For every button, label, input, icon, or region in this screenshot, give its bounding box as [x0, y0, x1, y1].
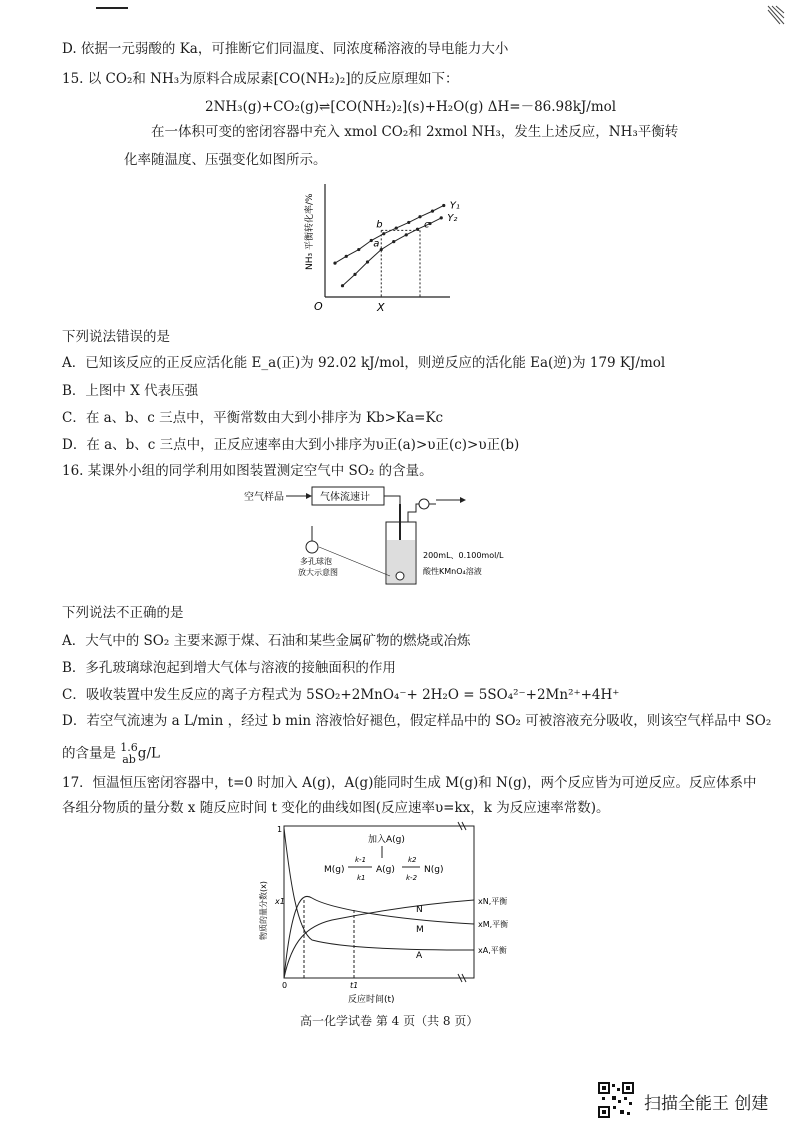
q16-question: 下列说法不正确的是: [62, 605, 184, 621]
series-point: [440, 216, 443, 219]
porous-bulb: [396, 572, 404, 580]
exit-arrow-head: [460, 497, 466, 503]
series-point: [418, 215, 421, 218]
q15-option-c: C．在 a、b、c 三点中，平衡常数由大到小排序为 Kb>Ka=Kc: [62, 410, 444, 426]
series-point: [407, 221, 410, 224]
series-point: [333, 262, 336, 265]
q16-option-a: A．大气中的 SO₂ 主要来源于煤、石油和某些金属矿物的燃烧或冶炼: [62, 633, 471, 649]
q15-equation: 2NH₃(g)+CO₂(g)⇌[CO(NH₂)₂](s)+H₂O(g) ΔH=－86.98kJ/mol: [205, 99, 617, 115]
q15-option-d: D．在 a、b、c 三点中，正反应速率由大到小排序为υ正(a)>υ正(c)>υ正(b): [62, 437, 520, 453]
add-a-label: 加入A(g): [368, 835, 405, 845]
x-axis-label: 反应时间(t): [348, 995, 395, 1005]
q15-description: 在一体积可变的密闭容器中充入 xmol CO₂和 2xmol NH₃，发生上述反应，NH₃平衡转化率随温度、压强变化如图所示。: [124, 124, 679, 168]
scheme-m: M(g): [324, 865, 345, 875]
label-n: N: [416, 905, 423, 915]
series-line-1: [335, 205, 444, 263]
axis-break-marks: [458, 822, 466, 982]
flow-meter-label: 气体流速计: [320, 492, 370, 503]
series-label: Y₂: [447, 212, 458, 224]
bubble-label-1: 多孔球泡: [300, 557, 332, 566]
q16-option-b: B．多孔玻璃球泡起到增大气体与溶液的接触面积的作用: [62, 660, 396, 676]
solution-label-2: 酸性KMnO₄溶液: [423, 567, 482, 576]
k-minus-2: k-2: [406, 874, 418, 882]
series-point: [366, 260, 369, 263]
series-point: [405, 233, 408, 236]
inlet-tube: [384, 496, 400, 504]
air-sample-label: 空气样品: [244, 492, 284, 503]
watermark-text: 扫描全能王 创建: [644, 1094, 769, 1114]
q16-option-c: C．吸收装置中发生反应的离子方程式为 5SO₂+2MnO₄⁻+ 2H₂O = 5SO₄²⁻+2Mn²⁺+4H⁺: [62, 687, 620, 703]
point-label-c: c: [424, 219, 430, 231]
series-point: [431, 210, 434, 213]
series-point: [357, 248, 360, 251]
q15-option-a: A．已知该反应的正反应活化能 E_a(正)为 92.02 kJ/mol，则逆反应的活化能 Ea(逆)为 179 KJ/mol: [62, 355, 666, 371]
q15-question: 下列说法错误的是: [62, 329, 170, 345]
x-axis-label: X: [377, 301, 385, 314]
k2: k2: [408, 856, 417, 864]
y-axis-label: 物质的量分数(x): [259, 881, 268, 940]
t1-tick: t1: [350, 981, 359, 990]
series-point: [341, 284, 344, 287]
q16-apparatus-diagram: [240, 484, 504, 594]
fraction: [120, 742, 138, 766]
point-label-a: a: [373, 238, 380, 250]
q16-option-d: D．若空气流速为 a L/min ，经过 b min 溶液恰好褪色，假定样品中的 SO₂ 可被溶液充分吸收，则该空气样品中 SO₂: [62, 713, 772, 729]
plot-frame: [284, 826, 474, 978]
q17-stem: 17．恒温恒压密闭容器中，t=0 时加入 A(g)，A(g)能同时生成 M(g)和 N(g)，两个反应皆为可逆反应。反应体系中: [62, 775, 757, 791]
q15-conversion-chart: [300, 180, 480, 315]
series-point: [382, 232, 385, 235]
content-prefix: 的含量是: [62, 745, 116, 762]
origin-label: O: [314, 300, 323, 313]
curve-m: [284, 896, 474, 978]
top-edge-mark: [96, 7, 128, 9]
series-point: [392, 240, 395, 243]
y-tick-x1: x1: [275, 897, 285, 906]
curve-a: [284, 828, 474, 950]
q17-stem-2: 各组分物质的量分数 x 随反应时间 t 变化的曲线如图(反应速率υ=kx，k 为反应速率常数)。: [62, 800, 610, 816]
curve-n: [284, 900, 474, 978]
k-minus-1: k-1: [355, 856, 367, 864]
q15-stem: 15. 以 CO₂和 NH₃为原料合成尿素[CO(NH₂)₂]的反应原理如下：: [62, 71, 459, 87]
eq-a: xA,平衡: [478, 946, 507, 955]
eq-n: xN,平衡: [478, 897, 508, 906]
page-footer: 高一化学试卷 第 4 页（共 8 页）: [300, 1014, 479, 1028]
q16-stem: 16. 某课外小组的同学利用如图装置测定空气中 SO₂ 的含量。: [62, 463, 433, 479]
bubble-magnified: [306, 541, 318, 553]
q14-option-d: D. 依据一元弱酸的 Ka，可推断它们同温度、同浓度稀溶液的导电能力大小: [62, 41, 509, 57]
scheme-n: N(g): [424, 865, 444, 875]
q17-mole-fraction-chart: [252, 820, 542, 1010]
qr-code-icon: [598, 1082, 634, 1118]
corner-fold-icon: [766, 4, 786, 26]
solution-label-1: 200mL、0.100mol/L: [423, 551, 504, 560]
label-a: A: [416, 951, 423, 961]
point-label-b: b: [376, 219, 383, 231]
arrow-head: [306, 493, 312, 499]
scheme-a: A(g): [376, 865, 395, 875]
k1: k1: [357, 874, 366, 882]
bubble-label-2: 放大示意图: [298, 568, 338, 577]
y-axis-label: NH₃ 平衡转化率/%: [305, 193, 315, 270]
q15-option-b: B．上图中 X 代表压强: [62, 383, 199, 399]
q16-option-d-tail: [62, 742, 160, 766]
series-point: [345, 255, 348, 258]
fraction-numerator: 1.6: [120, 741, 138, 754]
safety-bulb: [419, 499, 429, 509]
y-tick-one: 1: [277, 825, 283, 834]
unit: g/L: [137, 745, 160, 762]
series-label: Y₁: [449, 200, 460, 212]
eq-m: xM,平衡: [478, 920, 509, 929]
series-point: [353, 273, 356, 276]
series-point: [395, 226, 398, 229]
origin-zero: 0: [282, 981, 288, 990]
series-point: [442, 204, 445, 207]
fraction-denominator: ab: [122, 753, 136, 766]
label-m: M: [416, 925, 424, 935]
